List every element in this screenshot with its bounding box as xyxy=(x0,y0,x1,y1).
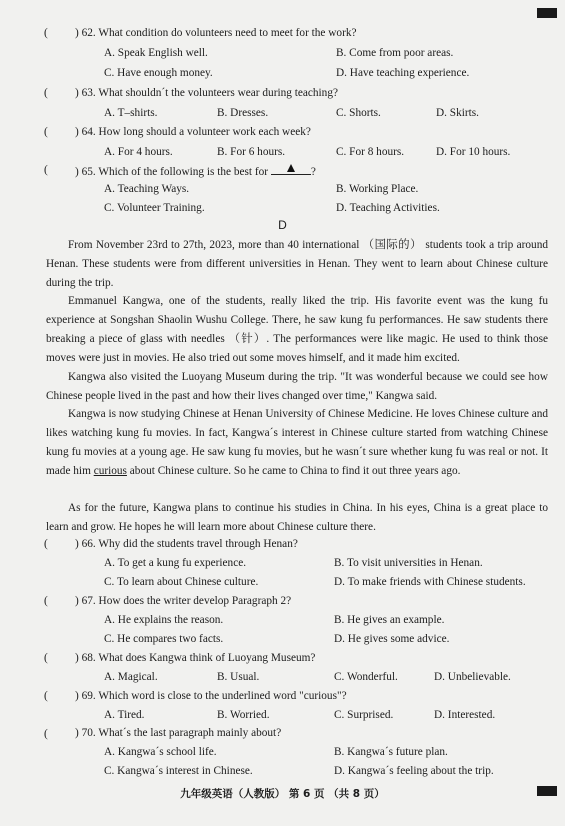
underlined-word: curious xyxy=(93,465,127,477)
triangle-icon xyxy=(287,164,295,172)
option: B. Worried. xyxy=(217,709,270,721)
registration-mark-bottom xyxy=(537,786,557,796)
option: D. Interested. xyxy=(434,709,496,721)
option: B. Working Place. xyxy=(336,183,419,195)
option: D. Have teaching experience. xyxy=(336,67,470,79)
option: C. To learn about Chinese culture. xyxy=(104,576,259,588)
option: A. Tired. xyxy=(104,709,145,721)
answer-paren: ( xyxy=(44,538,48,550)
page-footer: 九年级英语（人教版） 第 6 页 （共 8 页） xyxy=(180,788,385,800)
passage-paragraph-1: From November 23rd to 27th, 2023, more than 40 international （国际的） students took a trip around Henan. These students were from different universities in Henan. They went to learn about Chinese culture during the trip. xyxy=(46,239,548,289)
question-65 xyxy=(75,163,316,179)
option: D. Teaching Activities. xyxy=(336,202,440,214)
question-65-text: ) 65. Which of the following is the best for xyxy=(75,166,271,178)
answer-paren: ( xyxy=(44,690,48,702)
question-67: ) 67. How does the writer develop Paragraph 2? xyxy=(75,595,292,607)
question-63: ) 63. What shouldn´t the volunteers wear during teaching? xyxy=(75,87,338,99)
option: B. He gives an example. xyxy=(334,614,445,626)
answer-paren: ( xyxy=(44,27,48,39)
question-66: ) 66. Why did the students travel through Henan? xyxy=(75,538,298,550)
question-65-end: ? xyxy=(310,166,316,178)
option: A. Magical. xyxy=(104,671,158,683)
question-70: ) 70. What´s the last paragraph mainly about? xyxy=(75,727,282,739)
option: A. Kangwa´s school life. xyxy=(104,746,217,758)
option: B. For 6 hours. xyxy=(217,146,286,158)
option: B. To visit universities in Henan. xyxy=(334,557,483,569)
option: C. Surprised. xyxy=(334,709,394,721)
option: A. For 4 hours. xyxy=(104,146,173,158)
option: C. Kangwa´s interest in Chinese. xyxy=(104,765,253,777)
passage-paragraph-4 xyxy=(46,405,548,481)
passage-paragraph-3: Kangwa also visited the Luoyang Museum during the trip. "It was wonderful because we could see how Chinese people lived in the past and how their lives changed over time," Kangwa said. xyxy=(46,371,548,402)
option: D. To make friends with Chinese students. xyxy=(334,576,526,588)
option: A. Speak English well. xyxy=(104,47,208,59)
passage-paragraph-5: As for the future, Kangwa plans to continue his studies in China. In his eyes, China is a great place to learn and grow. He hopes he will learn more about Chinese culture there. xyxy=(46,502,548,533)
registration-mark-top xyxy=(537,8,557,18)
passage-paragraph-2: Emmanuel Kangwa, one of the students, really liked the trip. His favorite event was the kung fu experience at Songshan Shaolin Wushu College. There, he saw kung fu performances. He saw students there breaking a piece of glass with needles （针）. The performances were like magic. He used to think those moves were just in movies. He also tried out some moves himself, and it made him excited. xyxy=(46,295,548,364)
option: C. Have enough money. xyxy=(104,67,213,79)
option: B. Dresses. xyxy=(217,107,269,119)
option: C. Shorts. xyxy=(336,107,381,119)
answer-paren: ( xyxy=(44,87,48,99)
option: D. He gives some advice. xyxy=(334,633,450,645)
paragraph-4-text: Kangwa is now studying Chinese at Henan University of Chinese Medicine. He loves Chinese culture and likes watching kung fu movies. In fact, Kangwa´s interest in Chinese culture started from watching Chinese kung fu movies at a young age. He saw kung fu movies, but he wasn´t sure whether kung fu was real or not. It made him xyxy=(46,408,549,477)
option: D. Kangwa´s feeling about the trip. xyxy=(334,765,494,777)
option: C. He compares two facts. xyxy=(104,633,224,645)
answer-paren: ( xyxy=(44,126,48,138)
question-69: ) 69. Which word is close to the underlined word "curious"? xyxy=(75,690,347,702)
option: C. Volunteer Training. xyxy=(104,202,205,214)
question-68: ) 68. What does Kangwa think of Luoyang Museum? xyxy=(75,652,316,664)
answer-paren: ( xyxy=(44,595,48,607)
option: D. Skirts. xyxy=(436,107,479,119)
answer-blank xyxy=(271,163,311,175)
section-label: D xyxy=(278,218,287,232)
answer-paren: ( xyxy=(44,652,48,664)
option: C. Wonderful. xyxy=(334,671,398,683)
answer-paren: ( xyxy=(44,728,48,740)
question-62: ) 62. What condition do volunteers need to meet for the work? xyxy=(75,27,357,39)
option: B. Kangwa´s future plan. xyxy=(334,746,448,758)
paragraph-4-text-end: about Chinese culture. So he came to China to find it out three years ago. xyxy=(126,465,461,477)
option: B. Come from poor areas. xyxy=(336,47,454,59)
question-64: ) 64. How long should a volunteer work each week? xyxy=(75,126,311,138)
option: D. Unbelievable. xyxy=(434,671,511,683)
option: A. T–shirts. xyxy=(104,107,158,119)
option: A. Teaching Ways. xyxy=(104,183,190,195)
option: D. For 10 hours. xyxy=(436,146,511,158)
option: C. For 8 hours. xyxy=(336,146,405,158)
answer-paren: ( xyxy=(44,164,48,176)
option: B. Usual. xyxy=(217,671,260,683)
option: A. He explains the reason. xyxy=(104,614,224,626)
option: A. To get a kung fu experience. xyxy=(104,557,247,569)
